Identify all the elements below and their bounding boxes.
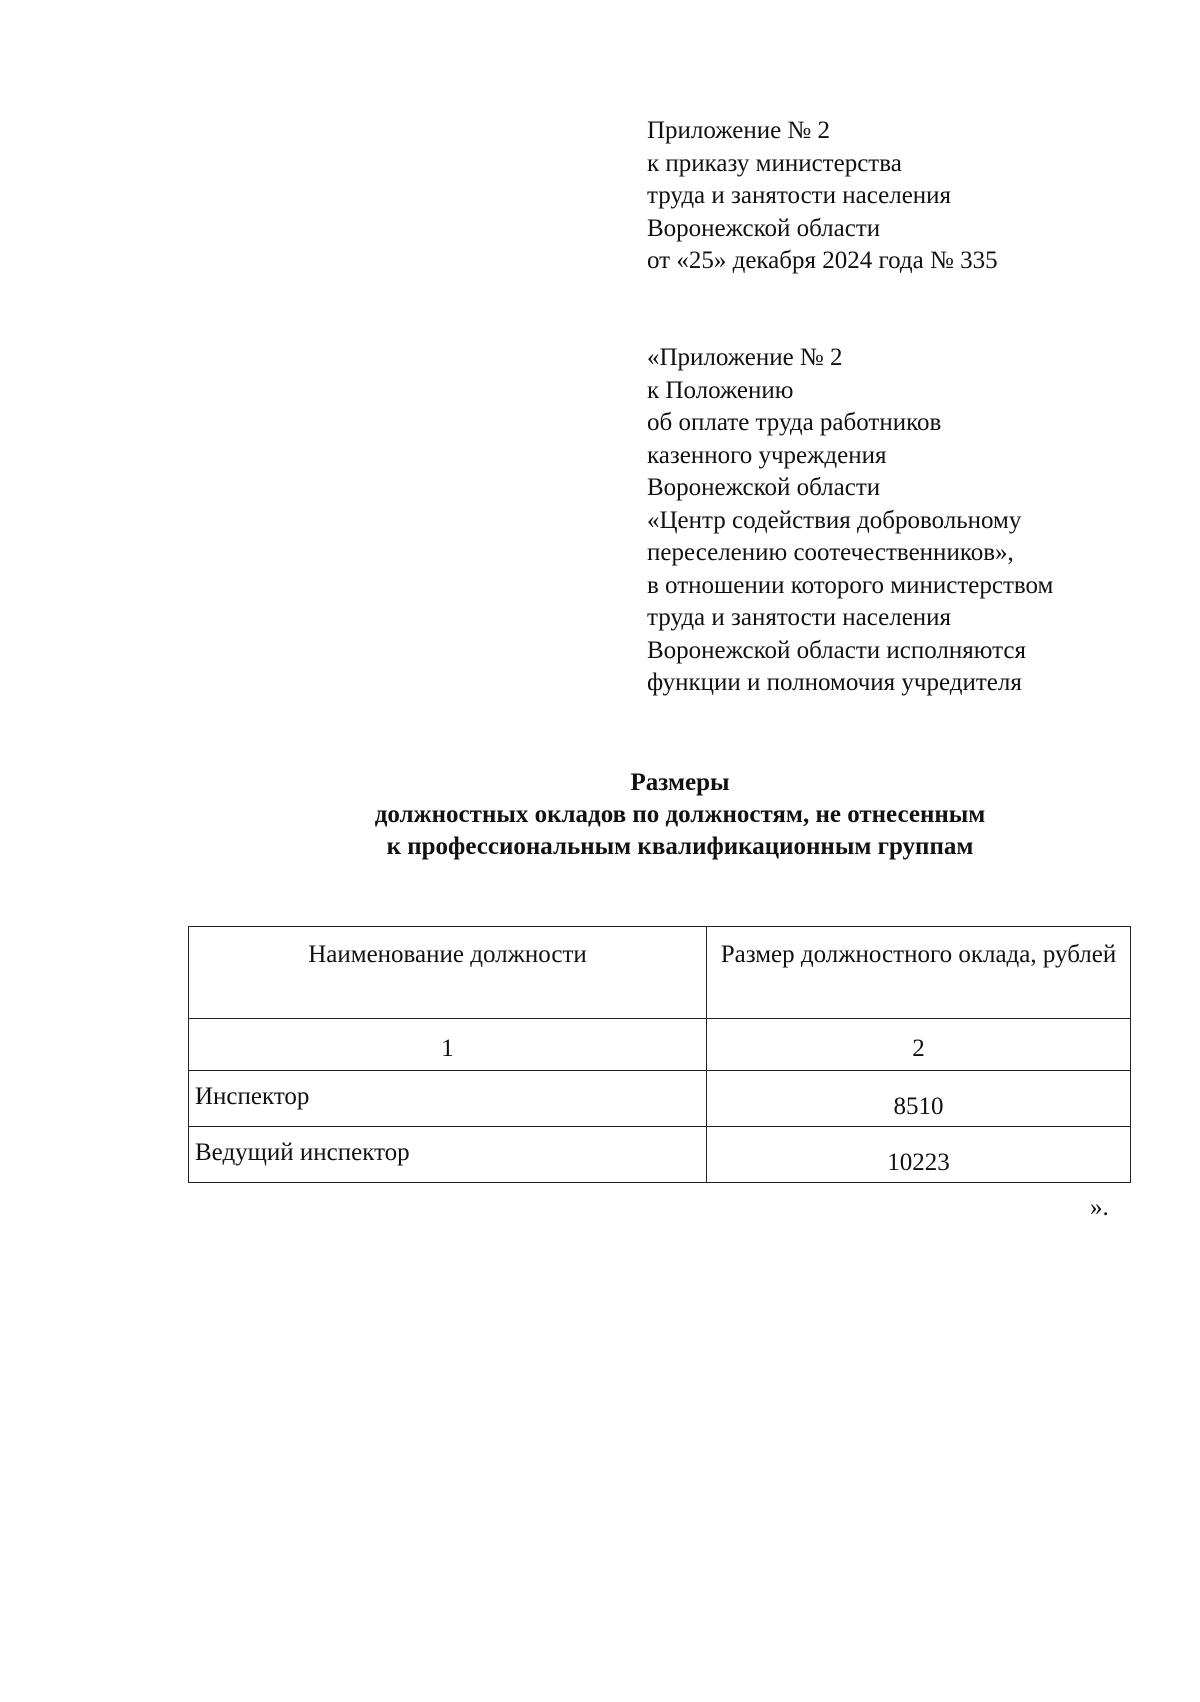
column-number: 1 — [189, 1019, 707, 1071]
appendix-line: Приложение № 2 — [647, 117, 831, 144]
appendix-line: от «25» декабря 2024 года № 335 — [647, 247, 998, 274]
regulation-line: Воронежской области — [647, 474, 881, 501]
title-line: должностных окладов по должностям, не отнесенным — [374, 801, 986, 828]
regulation-line: Воронежской области исполняются — [647, 636, 1026, 664]
regulation-line: «Приложение № 2 — [647, 344, 843, 371]
title-line: к профессиональным квалификационным группам — [386, 833, 974, 860]
position-cell: Ведущий инспектор — [189, 1127, 707, 1183]
header-position: Наименование должности — [189, 927, 707, 1019]
appendix-line: к приказу министерства — [647, 149, 902, 177]
regulation-line: функции и полномочия учредителя — [647, 669, 1022, 696]
regulation-line: труда и занятости населения — [647, 604, 952, 631]
regulation-line: к Положению — [647, 376, 794, 404]
table-row — [189, 1071, 1131, 1127]
table-column-numbers-row — [189, 1019, 1131, 1071]
regulation-line: об оплате труда работников — [647, 409, 942, 436]
table-header-row — [189, 927, 1131, 1019]
regulation-line: казенного учреждения — [647, 441, 887, 469]
table-row — [189, 1127, 1131, 1183]
salary-cell: 8510 — [707, 1071, 1131, 1127]
document-title — [290, 767, 1070, 863]
appendix-line: Воронежской области — [647, 214, 881, 242]
column-number: 2 — [707, 1019, 1131, 1071]
title-line: Размеры — [630, 769, 730, 796]
regulation-line: в отношении которого министерством — [647, 571, 1054, 599]
salary-cell: 10223 — [707, 1127, 1131, 1183]
regulation-line: переселению соотечественников», — [647, 539, 1014, 566]
salary-table — [188, 926, 1131, 1183]
regulation-appendix-header — [647, 342, 1053, 700]
header-salary: Размер должностного оклада, рублей — [707, 927, 1131, 1019]
appendix-header — [647, 115, 998, 278]
closing-quote-mark: ». — [1090, 1194, 1109, 1221]
position-cell: Инспектор — [189, 1071, 707, 1127]
appendix-line: труда и занятости населения — [647, 182, 952, 209]
regulation-line: «Центр содействия добровольному — [647, 506, 1022, 534]
